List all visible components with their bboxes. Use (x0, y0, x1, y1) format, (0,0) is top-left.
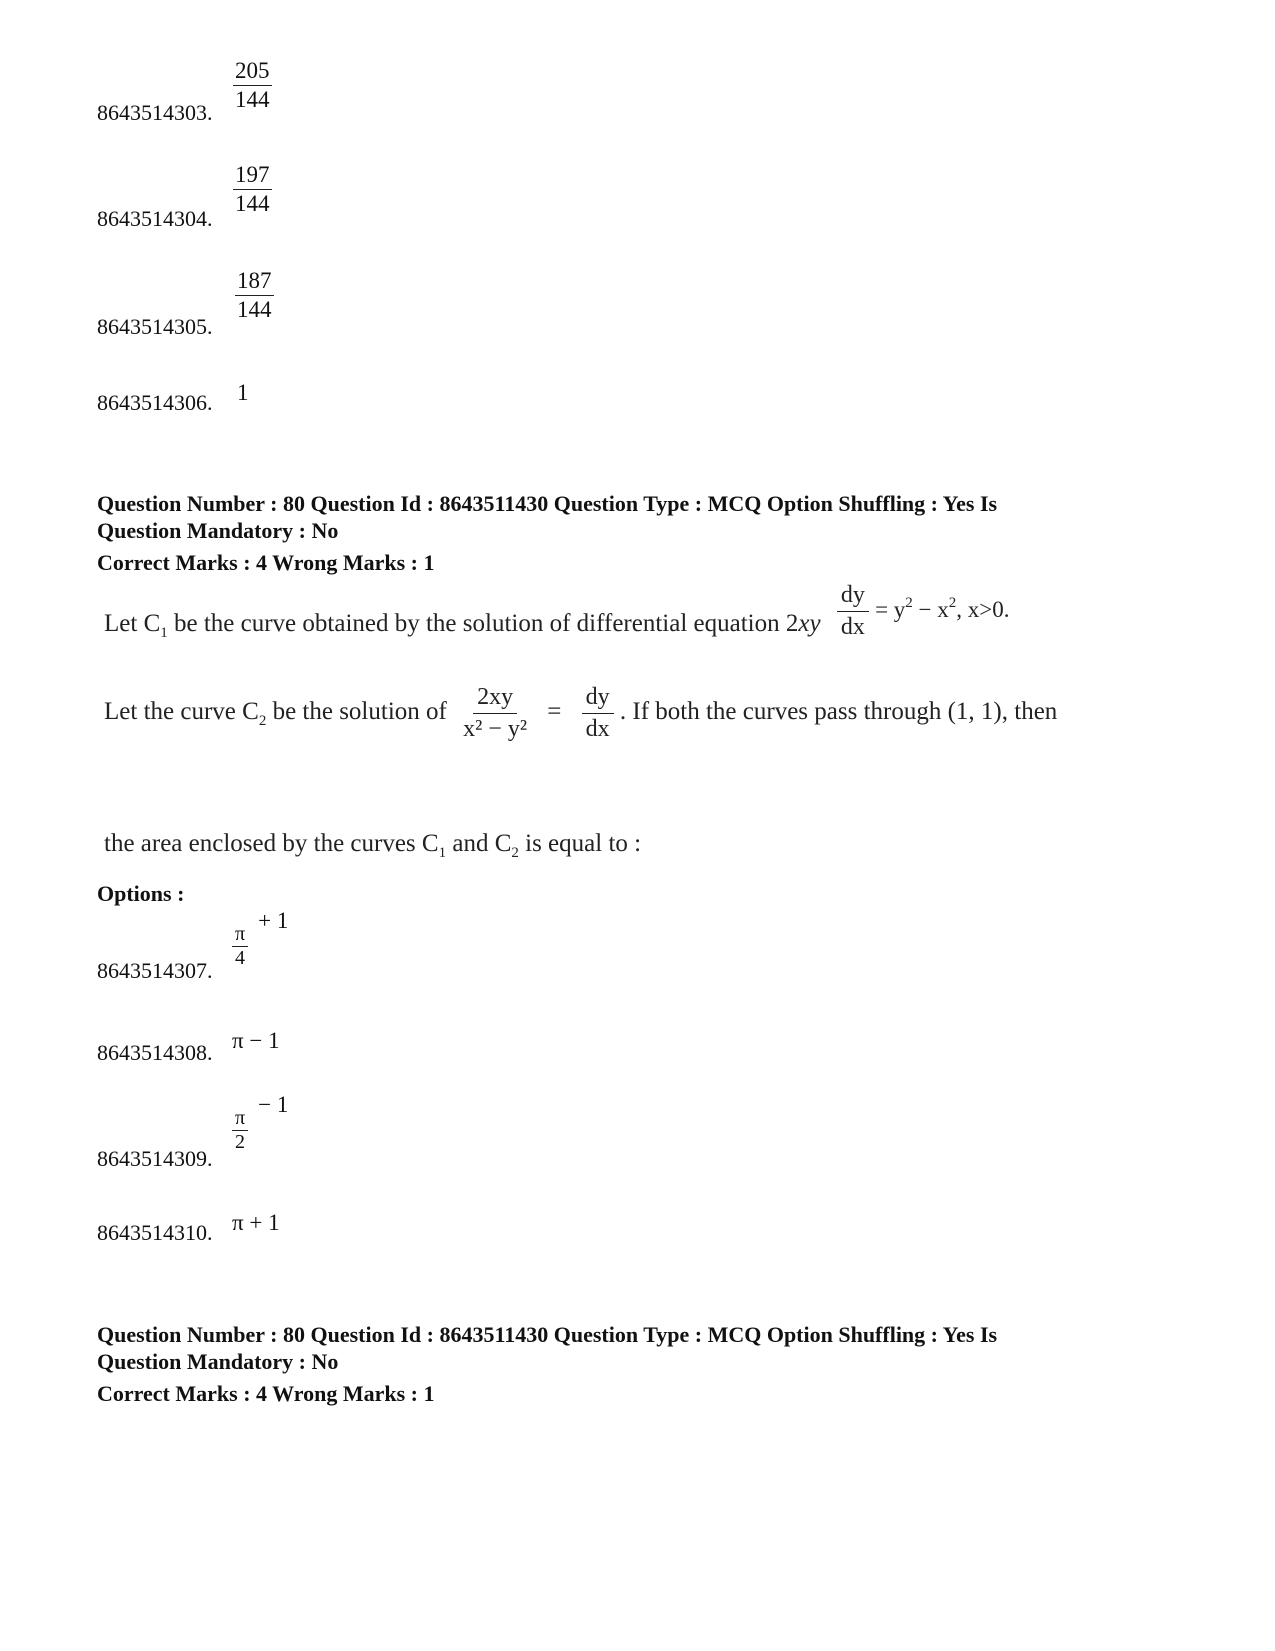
denominator: 2 (235, 1131, 246, 1153)
pi-fraction (232, 923, 248, 970)
line1-text (104, 610, 821, 642)
question-marks: Correct Marks : 4 Wrong Marks : 1 (97, 550, 435, 575)
line1-rhs (875, 597, 1009, 622)
denominator: 144 (235, 191, 270, 216)
superscript: 2 (948, 595, 957, 612)
subscript: 2 (258, 713, 267, 730)
subscript: 2 (511, 845, 519, 861)
text: and C (446, 830, 512, 857)
option-id: 8643514308. (97, 1040, 213, 1065)
option-id: 8643514303. (97, 100, 213, 125)
question-header-line1: Question Number : 80 Question Id : 8643511430 Question Type : MCQ Option Shuffling : Yes Is (97, 491, 998, 516)
fraction (233, 58, 272, 113)
numerator: π (232, 923, 248, 947)
option-id: 8643514305. (97, 314, 213, 339)
derivative-fraction (837, 582, 869, 641)
question-marks: Correct Marks : 4 Wrong Marks : 1 (97, 1381, 435, 1406)
numerator: dy (837, 582, 869, 612)
variable: xy (798, 610, 821, 638)
question-header-line1: Question Number : 80 Question Id : 8643511430 Question Type : MCQ Option Shuffling : Yes Is (97, 1322, 998, 1347)
options-label: Options : (97, 881, 185, 906)
derivative-fraction (582, 684, 614, 743)
question-header-line2: Question Mandatory : No (97, 1349, 339, 1374)
text: is equal to : (518, 830, 642, 857)
numerator: 2xy (473, 684, 517, 714)
next-question-header (97, 1321, 1197, 1407)
subscript: 1 (160, 625, 168, 642)
denominator: dx (840, 614, 865, 640)
subscript: 1 (438, 845, 447, 861)
denominator: x² − y² (463, 716, 528, 742)
pi-fraction (232, 1107, 248, 1154)
fraction-2xy (463, 684, 527, 743)
numerator: π (232, 1107, 248, 1131)
text: , x>0. (956, 597, 1010, 623)
text: + 1 (258, 908, 289, 933)
text: . If both the curves pass through (1, 1), then (619, 698, 1058, 726)
option-id: 8643514309. (97, 1146, 213, 1171)
option-value: 1 (237, 380, 249, 405)
numerator: 197 (233, 162, 272, 190)
numerator: 205 (233, 58, 272, 86)
question-header (97, 490, 1197, 576)
option-id: 8643514304. (97, 206, 213, 231)
question-line-1 (104, 582, 1010, 641)
option-id: 8643514307. (97, 958, 213, 983)
option-expression (232, 908, 289, 970)
text: − 1 (258, 1092, 289, 1117)
denominator: 4 (235, 947, 246, 969)
superscript: 2 (905, 595, 913, 612)
equals-sign: = (547, 698, 562, 726)
text: the area enclosed by the curves C (104, 830, 439, 857)
text: = y (875, 597, 906, 623)
text: Let C (104, 610, 161, 638)
line2-text (104, 698, 447, 730)
denominator: 144 (235, 87, 270, 112)
question-line-3 (104, 830, 641, 862)
denominator: 144 (237, 297, 272, 322)
text: − x (912, 597, 949, 623)
option-expression: π − 1 (232, 1028, 280, 1053)
text: Let the curve C (104, 698, 259, 726)
numerator: 187 (235, 268, 274, 296)
option-expression (232, 1092, 289, 1154)
denominator: dx (585, 716, 610, 742)
fraction (235, 268, 274, 323)
question-header-line2: Question Mandatory : No (97, 518, 339, 543)
option-id: 8643514306. (97, 390, 213, 415)
text: be the curve obtained by the solution of differential equation 2 (167, 610, 799, 638)
option-id: 8643514310. (97, 1220, 213, 1245)
numerator: dy (582, 684, 614, 714)
text: be the solution of (266, 698, 447, 726)
option-expression: π + 1 (232, 1210, 280, 1235)
question-line-2 (104, 684, 1057, 743)
fraction (233, 162, 272, 217)
